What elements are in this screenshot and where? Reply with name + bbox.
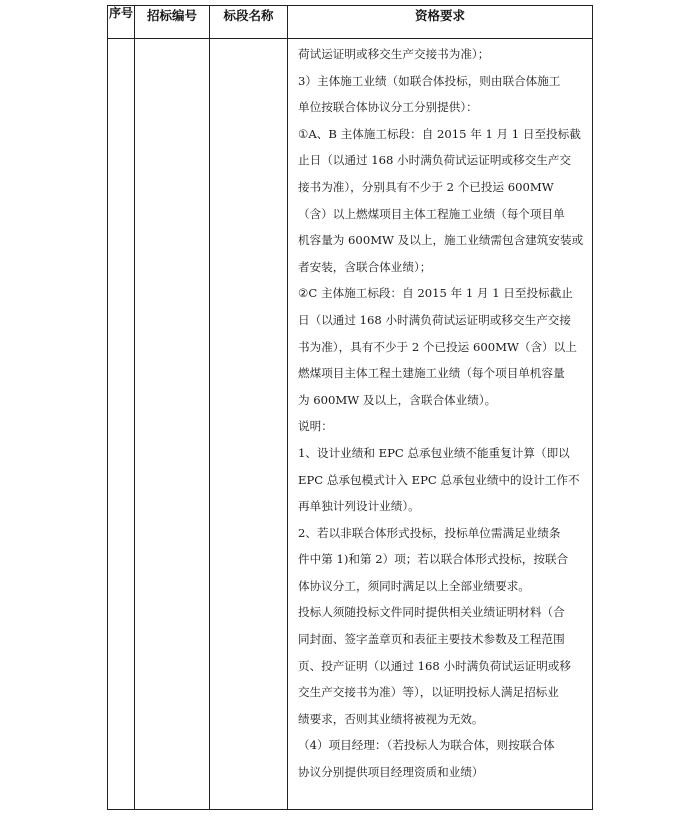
requirement-line: ①A、B 主体施工标段：自 2015 年 1 月 1 日至投标截 bbox=[298, 126, 581, 141]
requirement-line: 单位按联合体协议分工分别提供）： bbox=[298, 100, 478, 115]
requirement-line: 日（以通过 168 小时满负荷试运证明或移交生产交接 bbox=[298, 312, 571, 327]
header-seq bbox=[108, 6, 135, 39]
requirement-line: 燃煤项目主体工程土建施工业绩（每个项目单机容量 bbox=[298, 366, 565, 381]
requirement-line: 机容量为 600MW 及以上，施工业绩需包含建筑安装或 bbox=[298, 233, 584, 248]
requirement-line: EPC 总承包模式计入 EPC 总承包业绩中的设计工作不 bbox=[298, 472, 580, 487]
requirement-line: 再单独计列设计业绩）。 bbox=[298, 499, 420, 514]
requirement-line: 1、设计业绩和 EPC 总承包业绩不能重复计算（即以 bbox=[298, 445, 570, 460]
header-section-name: 标段名称 bbox=[210, 6, 288, 39]
requirement-line: 3）主体施工业绩（如联合体投标，则由联合体施工 bbox=[298, 73, 561, 88]
requirement-line: 投标人须随投标文件同时提供相关业绩证明材料（合 bbox=[298, 605, 565, 620]
requirement-line: 页、投产证明（以通过 168 小时满负荷试运证明或移 bbox=[298, 658, 571, 673]
bid-no-cell bbox=[135, 39, 210, 810]
requirement-line: 件中第 1)和第 2）项；若以联合体形式投标，按联合 bbox=[298, 552, 569, 567]
requirement-line: 交生产交接书为准）等），以证明投标人满足招标业 bbox=[298, 685, 559, 700]
header-seq-label: 序号 bbox=[108, 6, 133, 20]
requirement-line: 荷试运证明或移交生产交接书为准）； bbox=[298, 47, 490, 61]
requirement-line: 绩要求，否则其业绩将被视为无效。 bbox=[298, 711, 484, 726]
requirement-line: 接书为准），分别具有不少于 2 个已投运 600MW bbox=[298, 179, 554, 194]
requirement-line: 2、若以非联合体形式投标，投标单位需满足业绩条 bbox=[298, 525, 561, 540]
requirement-line: 者安装，含联合体业绩）； bbox=[298, 259, 432, 274]
header-requirements: 资格要求 bbox=[288, 6, 593, 39]
requirement-line: 同封面、签字盖章页和表征主要技术参数及工程范围 bbox=[298, 632, 565, 647]
requirement-line: 说明： bbox=[298, 419, 333, 434]
requirement-line: 止日（以通过 168 小时满负荷试运证明或移交生产交 bbox=[298, 153, 571, 168]
requirement-line: 协议分别提供项目经理资质和业绩） bbox=[298, 765, 484, 780]
requirement-line: 书为准），具有不少于 2 个已投运 600MW（含）以上 bbox=[298, 339, 577, 354]
seq-cell bbox=[108, 39, 135, 810]
requirement-line: 体协议分工，须同时满足以上全部业绩要求。 bbox=[298, 578, 530, 593]
section-name-cell bbox=[210, 39, 288, 810]
table-header-row bbox=[108, 6, 593, 39]
requirement-line: （4）项目经理：（若投标人为联合体，则按联合体 bbox=[298, 738, 555, 753]
requirement-line: 为 600MW 及以上，含联合体业绩）。 bbox=[298, 392, 497, 407]
requirement-line: ②C 主体施工标段：自 2015 年 1 月 1 日至投标截止 bbox=[298, 286, 573, 301]
requirements-text bbox=[288, 39, 592, 786]
header-bid-no: 招标编号 bbox=[135, 6, 210, 39]
qualification-requirements-table bbox=[107, 5, 593, 810]
table-body-row bbox=[108, 39, 593, 810]
requirement-line: （含）以上燃煤项目主体工程施工业绩（每个项目单 bbox=[298, 206, 565, 221]
requirements-cell bbox=[288, 39, 593, 810]
